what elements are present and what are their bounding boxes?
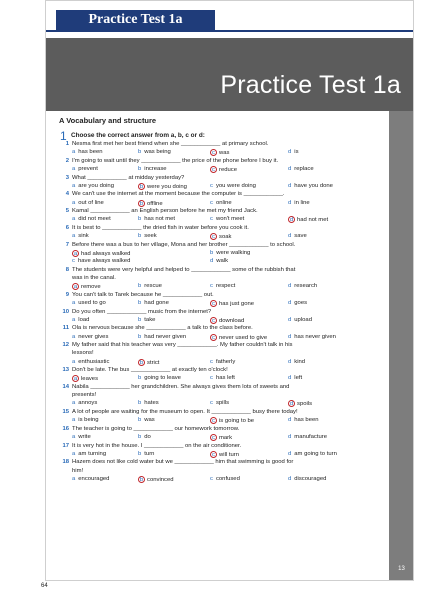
option-text: has just gone xyxy=(219,301,255,307)
question-stem: What ____________ at midday yesterday? xyxy=(72,174,185,181)
option-text: is xyxy=(294,149,299,156)
option-text: rescue xyxy=(144,283,162,290)
answer-option-d[interactable] xyxy=(288,359,305,365)
answer-circle-mark: c xyxy=(210,300,217,307)
answer-option-d[interactable] xyxy=(288,451,337,457)
answer-option-a[interactable] xyxy=(72,149,103,155)
option-text: had gone xyxy=(144,300,169,306)
question-text xyxy=(58,175,184,181)
question-number: 11 xyxy=(62,325,69,332)
question-stem-continued: him! xyxy=(72,467,84,474)
option-letter: d xyxy=(288,333,292,340)
exercise-number: 1 xyxy=(60,129,67,143)
option-text: have always walked xyxy=(77,258,131,265)
option-letter: a xyxy=(72,450,76,457)
answer-circle-mark: c xyxy=(210,434,217,441)
answer-option-a[interactable] xyxy=(72,233,89,239)
option-letter: b xyxy=(138,149,142,156)
question-number: 17 xyxy=(62,442,69,449)
answer-option-d[interactable] xyxy=(288,434,327,440)
option-letter: c xyxy=(210,283,213,290)
option-letter: a xyxy=(72,300,76,306)
option-letter: a xyxy=(72,199,76,206)
option-letter: d xyxy=(288,450,292,457)
answer-option-a[interactable] xyxy=(72,451,106,457)
option-text: soak xyxy=(219,234,232,241)
option-text: has been xyxy=(78,149,103,156)
answer-option-c[interactable] xyxy=(210,216,244,222)
option-text: had always walked xyxy=(81,251,131,257)
answer-option-b[interactable] xyxy=(138,166,167,172)
question-text xyxy=(58,242,295,248)
answer-option-d[interactable] xyxy=(288,317,312,323)
option-text: hates xyxy=(144,400,159,407)
option-text: reduce xyxy=(219,167,238,173)
answer-option-a[interactable] xyxy=(72,400,97,406)
answer-circle-mark: b xyxy=(139,183,144,190)
question-stem: Kamal ____________ an English person before he met my friend Jack. xyxy=(72,208,258,215)
page-title: Practice Test 1a xyxy=(220,71,401,99)
option-letter: b xyxy=(138,316,142,323)
option-text: am turning xyxy=(78,450,107,457)
answer-option-b[interactable] xyxy=(138,317,155,323)
question-stem: Don't be late. The bus ____________ at exactly ten o'clock! xyxy=(72,367,228,374)
question-number: 8 xyxy=(65,266,69,273)
option-letter: a xyxy=(72,475,76,482)
answer-option-b[interactable] xyxy=(138,283,162,289)
option-text: had never given xyxy=(144,333,187,340)
option-text: download xyxy=(219,317,245,324)
answer-circle-mark: a xyxy=(73,376,78,383)
option-text: has not met xyxy=(144,216,176,223)
option-text: has never given xyxy=(294,333,336,340)
answer-option-a[interactable] xyxy=(72,375,98,382)
option-text: has left xyxy=(215,375,235,382)
answer-option-a[interactable] xyxy=(72,417,99,423)
question-number: 13 xyxy=(62,367,69,374)
page-number-left: 64 xyxy=(41,583,48,589)
question-number: 6 xyxy=(65,225,69,231)
option-letter: c xyxy=(210,375,213,382)
worksheet-page xyxy=(45,0,414,581)
option-letter: b xyxy=(210,250,214,256)
option-text: leaves xyxy=(81,376,99,383)
side-bar xyxy=(389,111,414,581)
option-text: confused xyxy=(215,475,240,482)
question-number: 7 xyxy=(65,241,69,248)
option-text: online xyxy=(215,199,232,206)
option-letter: a xyxy=(72,316,76,323)
option-text: save xyxy=(294,233,307,240)
option-letter: b xyxy=(138,233,142,240)
option-letter: c xyxy=(210,358,213,365)
question-stem: It is very hot in the house. I ____________ on the air conditioner. xyxy=(72,442,242,449)
answer-option-c[interactable] xyxy=(210,417,254,424)
option-text: replace xyxy=(294,166,314,172)
option-letter: c xyxy=(210,216,213,223)
option-text: encouraged xyxy=(78,475,110,482)
option-letter: d xyxy=(288,475,292,482)
answer-option-b[interactable] xyxy=(138,451,154,457)
option-letter: a xyxy=(72,233,76,240)
option-letter: a xyxy=(72,333,76,340)
option-text: will turn xyxy=(219,451,239,458)
option-text: seek xyxy=(144,233,157,240)
option-letter: d xyxy=(288,182,292,189)
option-letter: b xyxy=(138,300,142,306)
option-letter: d xyxy=(210,258,214,265)
option-text: is being xyxy=(78,417,99,424)
option-text: offline xyxy=(147,200,163,207)
answer-option-c[interactable] xyxy=(210,300,254,307)
section-title: A Vocabulary and structure xyxy=(59,116,157,125)
answer-option-c[interactable] xyxy=(210,283,235,289)
option-text: had not met xyxy=(297,217,329,224)
question-text xyxy=(58,309,211,315)
question-stem: It is best to ____________ the dried fish in water before you cook it. xyxy=(72,225,249,231)
option-text: left xyxy=(294,375,303,382)
answer-circle-mark: a xyxy=(73,251,78,257)
option-letter: b xyxy=(138,216,142,223)
option-letter: d xyxy=(288,283,292,290)
answer-option-a[interactable] xyxy=(72,250,130,257)
option-text: are you doing xyxy=(78,182,114,189)
answer-circle-mark: c xyxy=(210,166,217,173)
option-letter: a xyxy=(72,166,76,172)
question-text xyxy=(58,409,298,415)
option-letter: c xyxy=(210,199,213,206)
option-text: never gives xyxy=(78,333,109,340)
answer-option-b[interactable] xyxy=(138,216,175,222)
question-stem: The students were very helpful and helped to ____________ some of the rubbish that xyxy=(72,266,296,273)
question-number: 5 xyxy=(65,208,69,215)
question-number: 16 xyxy=(62,425,69,432)
option-text: manufacture xyxy=(294,434,328,440)
answer-option-c[interactable] xyxy=(210,334,267,341)
answer-option-c[interactable] xyxy=(210,200,232,206)
answer-option-a[interactable] xyxy=(72,434,91,440)
answer-option-a[interactable] xyxy=(72,200,104,206)
option-letter: a xyxy=(72,417,76,424)
option-letter: d xyxy=(288,316,292,323)
option-letter: d xyxy=(288,233,292,240)
question-stem: Ola is nervous because she ____________ a talk to the class before. xyxy=(72,325,253,332)
answer-option-d[interactable] xyxy=(288,400,312,407)
question-number: 1 xyxy=(65,141,69,147)
option-text: in line xyxy=(294,199,310,206)
answer-option-d[interactable] xyxy=(288,476,326,482)
option-letter: d xyxy=(288,358,292,365)
answer-option-d[interactable] xyxy=(288,283,317,289)
answer-option-c[interactable] xyxy=(210,375,235,381)
option-text: did not meet xyxy=(78,216,111,223)
option-text: out of line xyxy=(78,199,104,206)
answer-option-d[interactable] xyxy=(288,183,333,189)
option-text: strict xyxy=(147,359,160,366)
option-text: has been xyxy=(294,417,319,424)
answer-circle-mark: c xyxy=(210,233,217,240)
option-text: was xyxy=(219,150,230,157)
answer-option-d[interactable] xyxy=(288,334,336,340)
option-letter: a xyxy=(72,434,76,440)
answer-option-c[interactable] xyxy=(210,317,244,324)
question-text xyxy=(58,267,295,273)
option-letter: d xyxy=(288,434,292,440)
option-letter: a xyxy=(72,216,76,223)
option-letter: d xyxy=(288,417,292,424)
answer-option-d[interactable] xyxy=(288,417,319,423)
option-text: going to leave xyxy=(144,375,181,382)
option-letter: b xyxy=(138,333,142,340)
question-number: 18 xyxy=(62,459,69,466)
option-letter: c xyxy=(72,258,75,265)
answer-option-d[interactable] xyxy=(288,166,314,172)
answer-circle-mark: b xyxy=(139,476,144,483)
answer-option-c[interactable] xyxy=(210,359,235,365)
option-text: were you doing xyxy=(147,183,187,190)
option-letter: b xyxy=(138,450,142,457)
question-stem: Nabila ____________ her grandchildren. She always gives them lots of sweets and xyxy=(72,384,290,390)
answer-circle-mark: d xyxy=(289,217,294,224)
option-letter: c xyxy=(210,182,213,189)
question-number: 15 xyxy=(62,409,69,415)
answer-option-a[interactable] xyxy=(72,283,101,290)
answer-option-d[interactable] xyxy=(288,375,302,381)
option-letter: d xyxy=(288,166,292,172)
option-text: mark xyxy=(219,435,233,441)
header-rule xyxy=(46,30,413,32)
answer-option-b[interactable] xyxy=(138,434,151,440)
answer-option-b[interactable] xyxy=(138,233,157,239)
title-banner xyxy=(46,38,413,111)
option-text: turn xyxy=(144,450,155,457)
question-stem: A lot of people are waiting for the museum to open. It ____________ busy there today! xyxy=(72,409,298,415)
question-text xyxy=(58,325,253,331)
option-text: spoils xyxy=(297,401,313,408)
option-text: spills xyxy=(215,400,230,407)
question-stem-continued: lessons! xyxy=(72,350,94,357)
question-number: 9 xyxy=(65,291,69,298)
option-text: was xyxy=(144,417,155,424)
answer-option-a[interactable] xyxy=(72,216,111,222)
option-text: walk xyxy=(216,258,229,265)
option-letter: d xyxy=(288,149,292,156)
option-text: sink xyxy=(78,233,89,240)
option-text: was being xyxy=(144,149,171,156)
answer-option-b[interactable] xyxy=(138,375,181,381)
option-text: kind xyxy=(294,358,306,365)
answer-circle-mark: a xyxy=(73,284,78,291)
option-text: have you done xyxy=(294,182,333,189)
answer-option-d[interactable] xyxy=(210,258,228,264)
option-text: write xyxy=(78,434,91,440)
answer-option-c[interactable] xyxy=(210,183,256,189)
question-stem: My father said that his teacher was very ____________. My father couldn't talk in his xyxy=(72,342,293,349)
answer-option-b[interactable] xyxy=(138,400,159,406)
answer-option-d[interactable] xyxy=(288,233,307,239)
option-letter: b xyxy=(138,283,142,290)
option-letter: b xyxy=(138,417,142,424)
option-text: respect xyxy=(215,283,236,290)
option-letter: d xyxy=(288,375,292,382)
option-letter: c xyxy=(210,475,213,482)
exercise-instruction: Choose the correct answer from a, b, c or d: xyxy=(71,132,205,139)
question-number: 4 xyxy=(65,191,69,198)
answer-option-a[interactable] xyxy=(72,334,108,340)
option-text: research xyxy=(294,283,318,290)
option-text: is going to be xyxy=(219,418,255,425)
answer-option-d[interactable] xyxy=(288,300,307,306)
option-text: never used to give xyxy=(219,334,268,341)
answer-option-c[interactable] xyxy=(210,476,240,482)
answer-option-a[interactable] xyxy=(72,166,98,172)
answer-option-b[interactable] xyxy=(138,334,186,340)
option-text: load xyxy=(78,316,90,323)
option-letter: a xyxy=(72,358,76,365)
question-stem-continued: presents! xyxy=(72,392,97,399)
answer-option-c[interactable] xyxy=(210,434,232,441)
option-letter: a xyxy=(72,400,76,407)
option-text: prevent xyxy=(78,166,98,172)
option-letter: b xyxy=(138,375,142,382)
answer-option-d[interactable] xyxy=(288,216,328,223)
question-text xyxy=(58,342,293,348)
option-text: am going to turn xyxy=(294,450,337,457)
answer-option-a[interactable] xyxy=(72,300,106,306)
option-text: take xyxy=(144,316,156,323)
answer-option-d[interactable] xyxy=(288,149,299,155)
question-text xyxy=(58,443,241,449)
answer-option-d[interactable] xyxy=(288,200,310,206)
answer-option-c[interactable] xyxy=(72,258,130,264)
question-stem: Do you often ____________ music from the internet? xyxy=(72,308,212,315)
question-number: 2 xyxy=(65,157,69,164)
option-text: do xyxy=(144,434,151,440)
question-number: 14 xyxy=(62,384,69,390)
option-letter: a xyxy=(72,182,76,189)
option-text: fatherly xyxy=(215,358,236,365)
question-stem: I'm going to wait until they ____________ the price of the phone before I buy it. xyxy=(72,157,279,164)
option-text: used to go xyxy=(78,300,106,306)
option-text: annoys xyxy=(78,400,98,407)
question-text xyxy=(58,459,293,465)
question-stem: We can't use the internet at the moment because the computer is ____________. xyxy=(72,191,285,198)
question-number: 12 xyxy=(62,342,69,349)
question-stem: Hazem does not like cold water but we ____________ him that swimming is good for xyxy=(72,459,294,466)
answer-option-a[interactable] xyxy=(72,359,109,365)
option-text: were walking xyxy=(216,250,251,256)
answer-option-b[interactable] xyxy=(138,300,169,306)
answer-circle-mark: b xyxy=(139,200,144,207)
answer-option-c[interactable] xyxy=(210,233,231,240)
option-text: upload xyxy=(294,316,312,323)
answer-circle-mark: c xyxy=(210,317,217,324)
question-text xyxy=(58,384,289,390)
option-text: increase xyxy=(144,166,167,172)
question-text xyxy=(58,426,239,432)
question-text xyxy=(58,225,249,231)
question-text xyxy=(58,191,285,197)
answer-option-c[interactable] xyxy=(210,400,229,406)
question-text xyxy=(58,158,278,164)
option-text: discouraged xyxy=(294,475,327,482)
answer-option-b[interactable] xyxy=(138,359,159,366)
answer-option-b[interactable] xyxy=(138,476,174,483)
question-stem: Before there was a bus to her village, Mona and her brother ____________ to school. xyxy=(72,241,296,248)
option-letter: d xyxy=(288,199,292,206)
question-stem: The teacher is going to ____________ our homework tomorrow. xyxy=(72,425,240,432)
question-stem-continued: was in the canal. xyxy=(72,275,116,281)
option-text: enthusiastic xyxy=(78,358,110,365)
question-stem: You can't talk to Tarek because he ____________ out. xyxy=(72,291,214,298)
answer-circle-mark: c xyxy=(210,149,217,156)
option-letter: c xyxy=(210,400,213,407)
option-letter: b xyxy=(138,434,142,440)
option-text: goes xyxy=(294,300,308,306)
question-text xyxy=(58,292,214,298)
answer-option-a[interactable] xyxy=(72,183,114,189)
option-letter: b xyxy=(138,400,142,407)
answer-circle-mark: c xyxy=(210,451,217,458)
option-text: convinced xyxy=(147,476,174,483)
answer-circle-mark: c xyxy=(210,417,217,424)
question-text xyxy=(58,208,258,214)
page-number-right: 13 xyxy=(398,566,405,572)
answer-option-b[interactable] xyxy=(138,200,163,207)
answer-option-b[interactable] xyxy=(138,183,187,190)
option-text: won't meet xyxy=(215,216,245,223)
question-number: 10 xyxy=(62,308,69,315)
question-text xyxy=(58,141,268,147)
option-text: you were doing xyxy=(215,182,256,189)
answer-option-b[interactable] xyxy=(210,250,250,256)
answer-option-c[interactable] xyxy=(210,149,229,156)
question-text xyxy=(58,367,228,373)
option-letter: a xyxy=(72,149,76,156)
option-letter: b xyxy=(138,166,142,172)
question-number: 3 xyxy=(65,174,69,181)
answer-option-a[interactable] xyxy=(72,476,109,482)
answer-option-b[interactable] xyxy=(138,149,171,155)
answer-option-a[interactable] xyxy=(72,317,89,323)
option-text: remove xyxy=(81,284,101,291)
question-stem: Nesma first met her best friend when she ____________ at primary school. xyxy=(72,141,269,147)
answer-circle-mark: c xyxy=(210,334,217,341)
answer-circle-mark: d xyxy=(289,401,294,408)
answer-option-c[interactable] xyxy=(210,166,237,173)
option-letter: d xyxy=(288,300,292,306)
answer-option-c[interactable] xyxy=(210,451,239,458)
answer-option-b[interactable] xyxy=(138,417,155,423)
header-tab-title: Practice Test 1a xyxy=(56,10,215,30)
answer-circle-mark: b xyxy=(139,359,144,366)
